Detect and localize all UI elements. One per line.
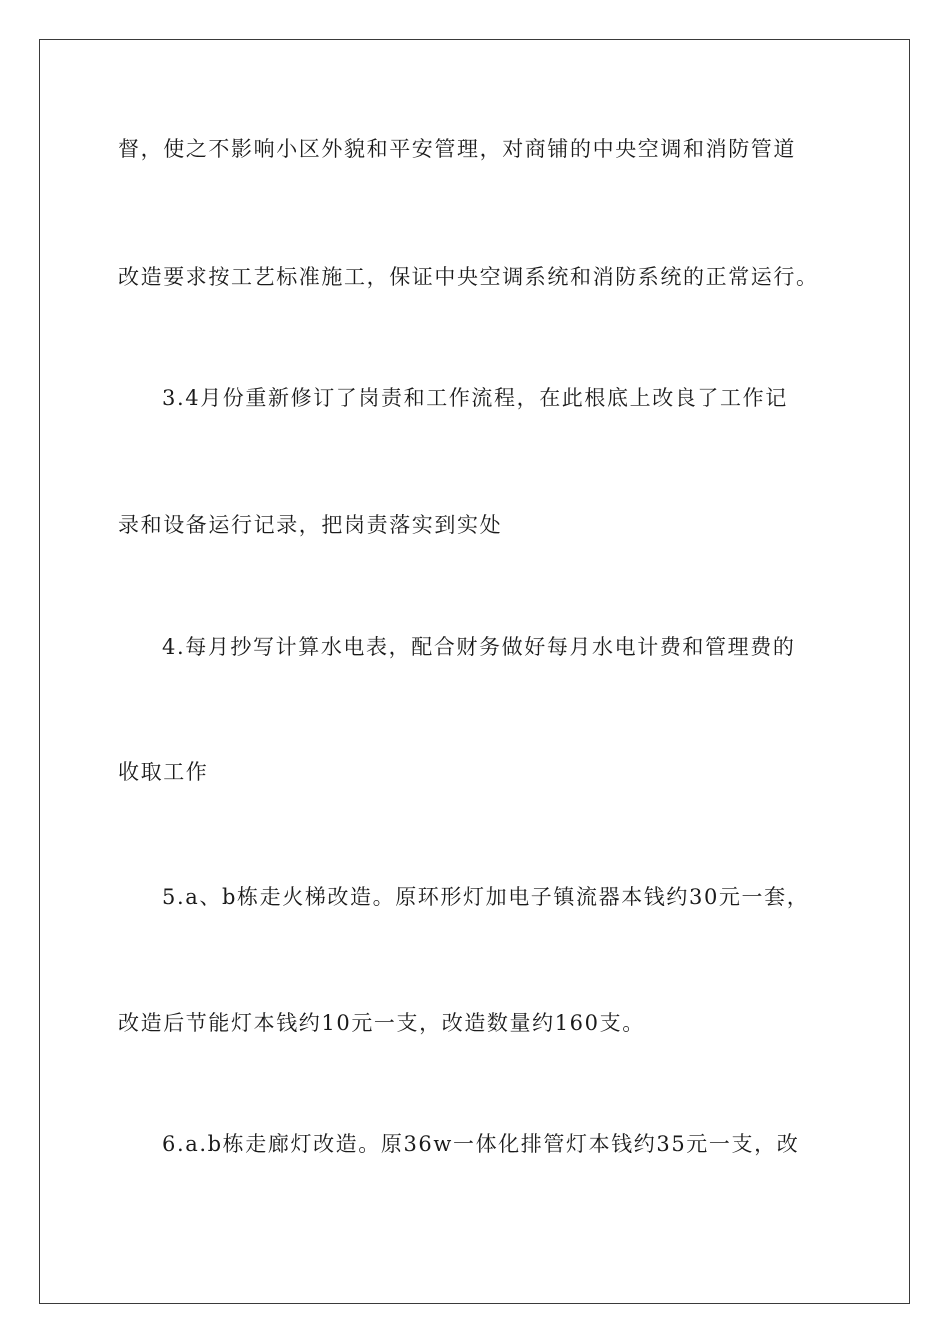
paragraph-line-3: 3.4月份重新修订了岗责和工作流程，在此根底上改良了工作记 <box>162 386 788 410</box>
paragraph-line-6: 收取工作 <box>118 760 209 784</box>
paragraph-line-7: 5.a、b栋走火梯改造。原环形灯加电子镇流器本钱约30元一套， <box>162 885 810 909</box>
paragraph-line-1: 督，使之不影响小区外貌和平安管理，对商铺的中央空调和消防管道 <box>118 137 796 161</box>
paragraph-line-9: 6.a.b栋走廊灯改造。原36w一体化排管灯本钱约35元一支，改 <box>162 1132 800 1156</box>
paragraph-line-8: 改造后节能灯本钱约10元一支，改造数量约160支。 <box>118 1011 645 1035</box>
page-border <box>39 39 910 1304</box>
paragraph-line-2: 改造要求按工艺标准施工，保证中央空调系统和消防系统的正常运行。 <box>118 265 819 289</box>
paragraph-line-5: 4.每月抄写计算水电表，配合财务做好每月水电计费和管理费的 <box>162 635 796 659</box>
paragraph-line-4: 录和设备运行记录，把岗责落实到实处 <box>118 513 503 537</box>
